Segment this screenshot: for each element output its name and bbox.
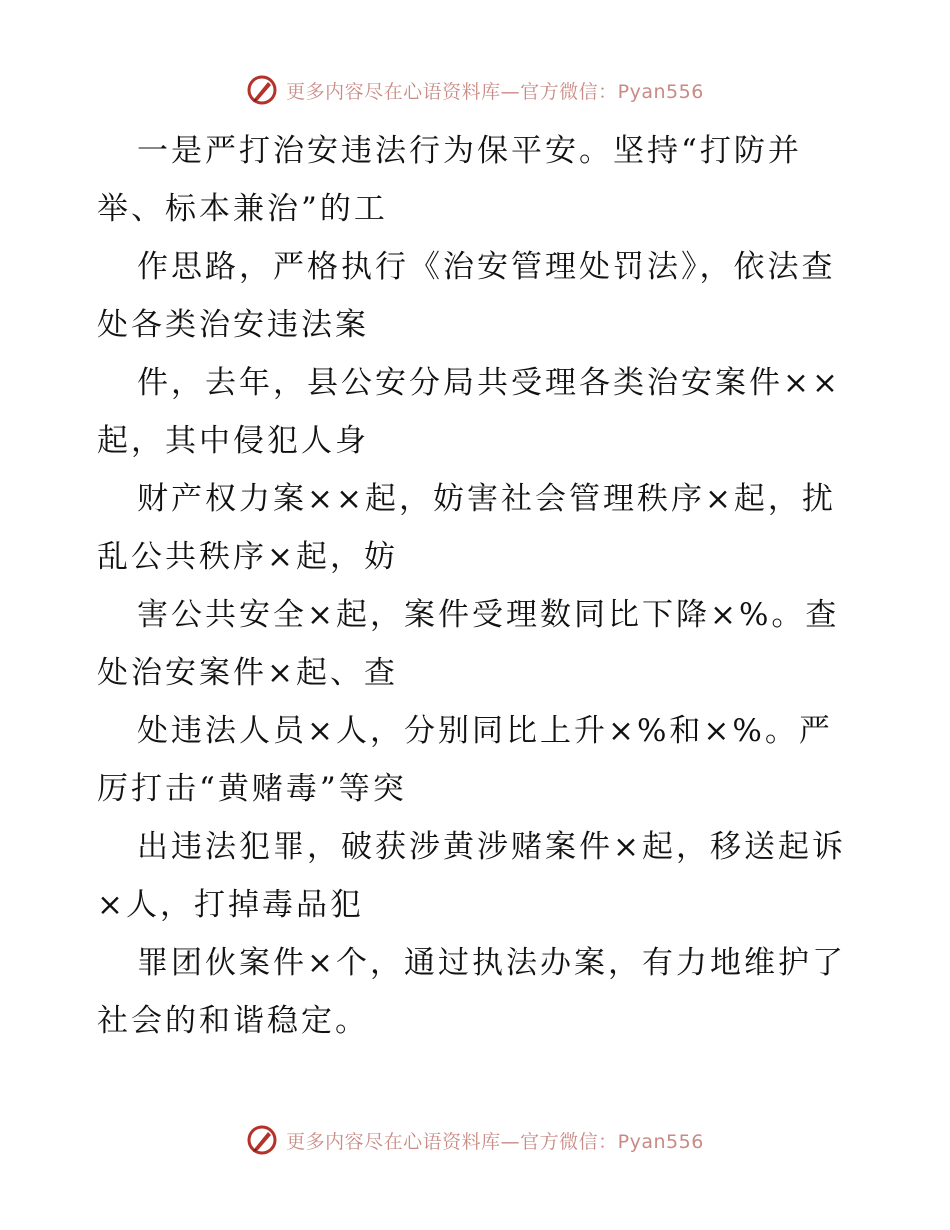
watermark-text: 更多内容尽在心语资料库—官方微信：Pyan556 <box>286 1130 704 1153</box>
paragraph-line: 害公共安全×起，案件受理数同比下降×%。查 <box>137 597 840 633</box>
paragraph-line: 处违法人员×人，分别同比上升×%和×%。严 <box>137 713 833 749</box>
paragraph-line: ×人，打掉毒品犯 <box>97 887 364 923</box>
paragraph-line: 处各类治安违法案 <box>97 307 369 343</box>
document-body <box>97 122 857 1050</box>
paragraph-line: 社会的和谐稳定。 <box>97 1003 369 1039</box>
paragraph-line: 件，去年，县公安分局共受理各类治安案件×× <box>137 365 841 401</box>
paragraph-line: 出违法犯罪，破获涉黄涉赌案件×起，移送起诉 <box>137 829 846 865</box>
footer-watermark <box>0 1120 950 1160</box>
paragraph-line: 举、标本兼治”的工 <box>97 191 388 227</box>
paragraph-line: 厉打击“黄赌毒”等突 <box>97 771 407 807</box>
quill-pen-circle-icon <box>246 1124 278 1156</box>
paragraph-line: 作思路，严格执行《治安管理处罚法》，依法查 <box>137 249 836 285</box>
paragraph-line: 一是严打治安违法行为保平安。坚持“打防并 <box>137 133 802 169</box>
quill-pen-circle-icon <box>246 74 278 106</box>
paragraph-line: 罪团伙案件×个，通过执法办案，有力地维护了 <box>137 945 846 981</box>
paragraph-line: 财产权力案××起，妨害社会管理秩序×起，扰 <box>137 481 836 517</box>
paragraph-line: 处治安案件×起、查 <box>97 655 398 691</box>
paragraph-line: 乱公共秩序×起，妨 <box>97 539 398 575</box>
watermark-text: 更多内容尽在心语资料库—官方微信：Pyan556 <box>286 80 704 103</box>
header-watermark <box>0 70 950 110</box>
paragraph-line: 起，其中侵犯人身 <box>97 423 369 459</box>
